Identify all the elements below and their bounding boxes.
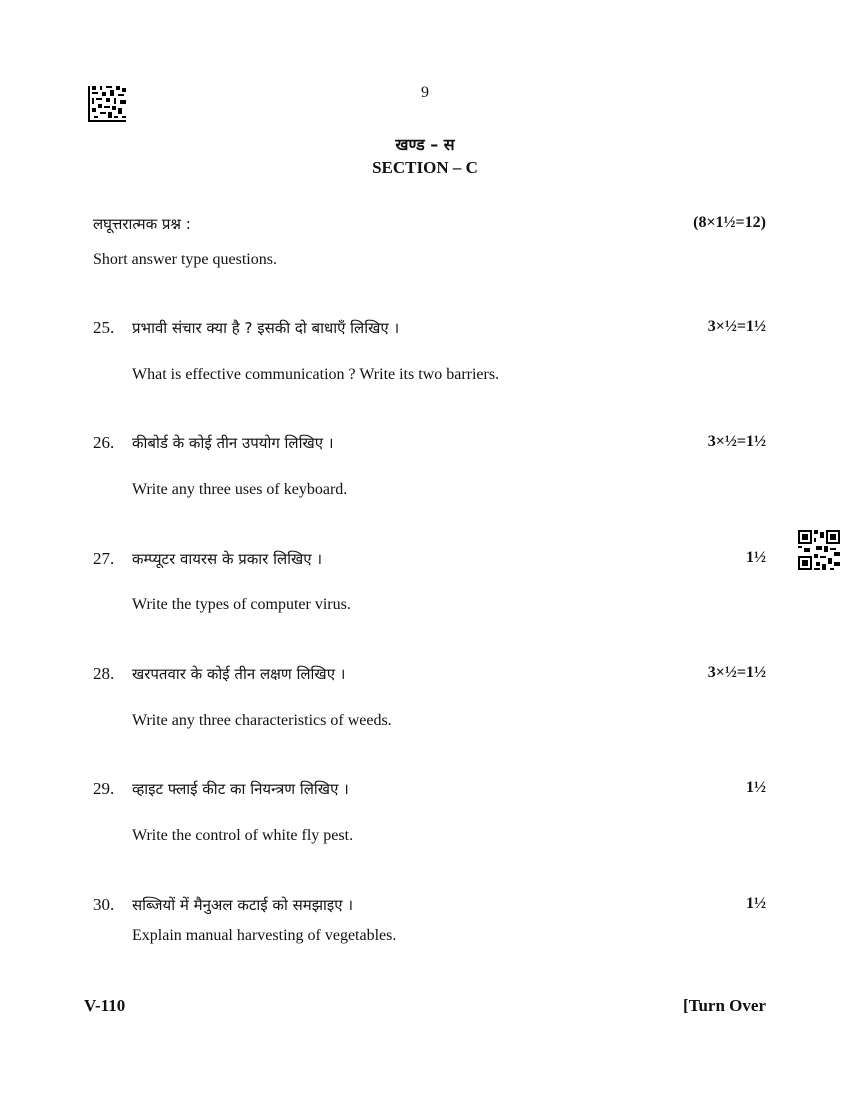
instruction-english: Short answer type questions. [93, 251, 277, 268]
question-item [0, 779, 850, 859]
question-text-english: Write the types of computer virus. [132, 596, 351, 613]
question-text-hindi: खरपतवार के कोई तीन लक्षण लिखिए । [132, 665, 346, 683]
question-number: 29. [93, 779, 115, 798]
question-text-english: Explain manual harvesting of vegetables. [132, 927, 397, 944]
question-item [0, 433, 850, 513]
question-text-english: Write any three characteristics of weeds. [132, 712, 392, 729]
question-item [0, 664, 850, 744]
question-marks: 3×½=1½ [707, 318, 766, 335]
question-text-hindi: प्रभावी संचार क्या है ? इसकी दो बाधाएँ लिखिए । [132, 319, 400, 337]
question-text-english: What is effective communication ? Write its two barriers. [132, 366, 500, 383]
question-item [0, 549, 850, 629]
question-text-hindi: सब्जियों में मैनुअल कटाई को समझाइए । [132, 896, 354, 914]
question-marks: 1½ [746, 549, 766, 566]
question-text-hindi: कीबोर्ड के कोई तीन उपयोग लिखिए । [132, 434, 334, 452]
paper-code: V-110 [84, 996, 126, 1015]
section-title-english: SECTION – C [372, 158, 478, 177]
question-number: 28. [93, 664, 115, 683]
question-marks: 1½ [746, 895, 766, 912]
turn-over-label: [Turn Over [683, 996, 766, 1015]
question-item [0, 318, 850, 398]
section-title-hindi: खण्ड – स [395, 135, 455, 154]
question-item [0, 895, 850, 975]
question-number: 30. [93, 895, 115, 914]
question-marks: 1½ [746, 779, 766, 796]
question-text-english: Write any three uses of keyboard. [132, 481, 348, 498]
question-marks: 3×½=1½ [707, 433, 766, 450]
question-text-hindi: व्हाइट फ्लाई कीट का नियन्त्रण लिखिए । [132, 780, 349, 798]
section-marks: (8×1½=12) [693, 214, 766, 231]
question-text-english: Write the control of white fly pest. [132, 827, 354, 844]
question-number: 26. [93, 433, 115, 452]
question-number: 27. [93, 549, 115, 568]
question-text-hindi: कम्प्यूटर वायरस के प्रकार लिखिए । [132, 550, 323, 568]
page-number: 9 [421, 84, 429, 101]
question-marks: 3×½=1½ [707, 664, 766, 681]
instruction-hindi: लघूत्तरात्मक प्रश्न : [93, 215, 191, 233]
question-number: 25. [93, 318, 115, 337]
